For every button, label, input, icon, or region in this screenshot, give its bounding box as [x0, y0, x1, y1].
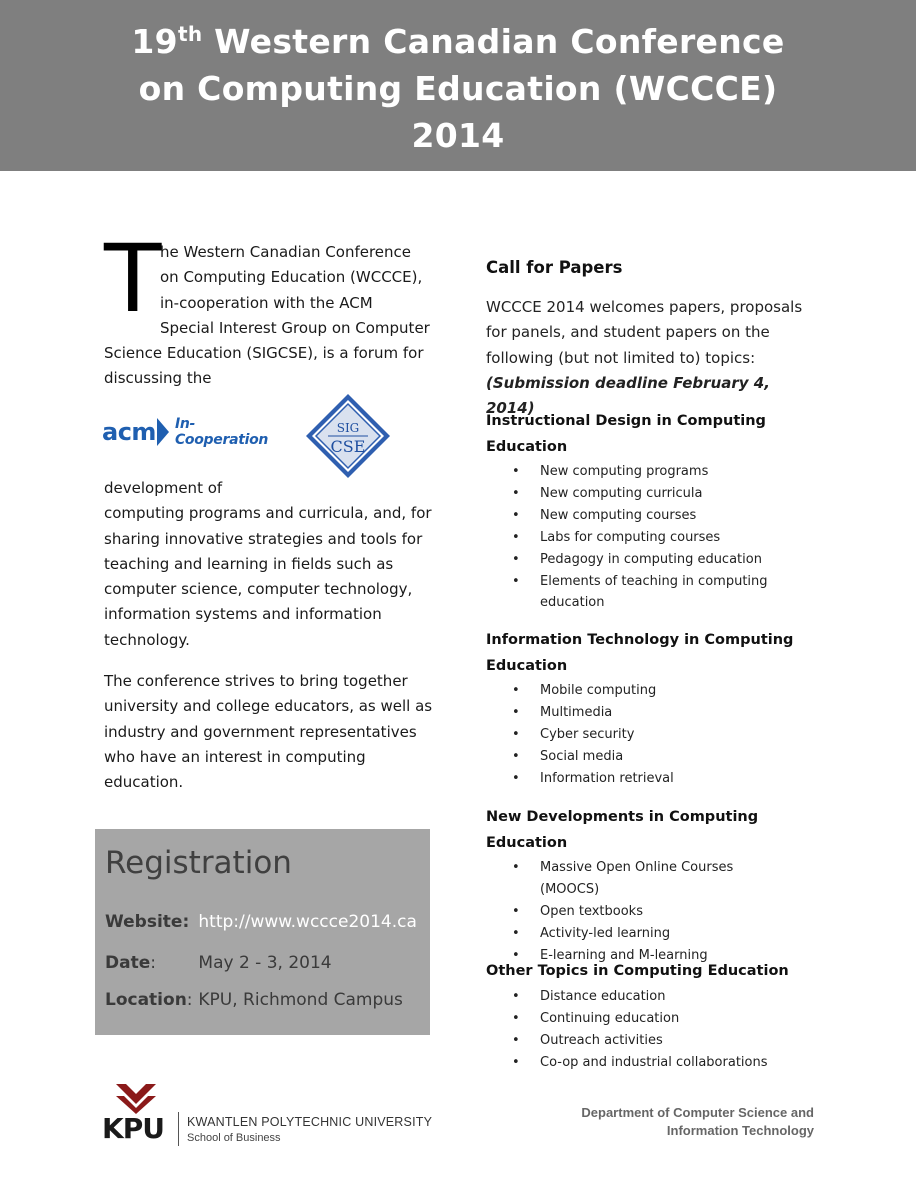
list-item: • New computing programs	[486, 461, 796, 483]
sigcse-cse-text: CSE	[330, 437, 366, 456]
intro-line: Special Interest Group on Computer	[160, 318, 430, 337]
drop-cap: T	[104, 225, 162, 334]
title-line-1: Western Canadian Conference	[214, 22, 785, 61]
section-heading	[486, 409, 796, 460]
intro-line: information systems and information	[104, 605, 382, 624]
date-label-colon: :	[150, 953, 156, 973]
kpu-logo	[102, 1082, 442, 1148]
list-item: • Mobile computing	[486, 680, 796, 702]
website-label: Website:	[105, 912, 190, 932]
list-item: • Cyber security	[486, 724, 796, 746]
intro-line: in-cooperation with the ACM	[160, 293, 373, 312]
kpu-divider	[178, 1112, 179, 1146]
section-heading-line: Instructional Design in Computing	[486, 413, 766, 429]
list-item: • Labs for computing courses	[486, 527, 796, 549]
conference-goal-paragraph	[104, 669, 434, 795]
topic-list	[486, 680, 796, 790]
intro-line: computing programs and curricula, and, for	[104, 504, 432, 523]
list-item: • Activity-led learning	[486, 923, 796, 945]
section-heading-line: Education	[486, 834, 568, 851]
list-item: • Information retrieval	[486, 768, 796, 790]
intro-line: computer science, computer technology,	[104, 580, 413, 599]
section-heading	[486, 959, 796, 985]
registration-title: Registration	[105, 845, 292, 881]
department-line: Department of Computer Science and	[581, 1105, 814, 1120]
kpu-chevron-icon	[114, 1082, 158, 1114]
intro-line: on Computing Education (WCCCE),	[160, 268, 423, 287]
sigcse-logo	[304, 392, 392, 480]
registration-box	[95, 829, 430, 1035]
kpu-school-name: School of Business	[187, 1132, 281, 1144]
date-label-text: Date	[105, 953, 151, 973]
page-title	[0, 18, 916, 159]
date-label	[105, 953, 193, 973]
call-for-papers-text	[486, 295, 806, 421]
list-item: • New computing courses	[486, 505, 796, 527]
list-item: • Social media	[486, 746, 796, 768]
sigcse-sig-text: SIG	[336, 421, 360, 435]
website-link[interactable]: http://www.wccce2014.ca	[198, 912, 417, 932]
acm-chevron-icon	[157, 418, 169, 446]
intro-text	[104, 341, 434, 392]
section-heading	[486, 628, 796, 679]
registration-date-row	[105, 953, 332, 973]
call-for-papers-heading: Call for Papers	[486, 258, 623, 277]
list-item: • Co-op and industrial collaborations	[486, 1052, 796, 1074]
cfp-line: WCCCE 2014 welcomes papers, proposals	[486, 298, 803, 316]
section-heading	[486, 805, 796, 856]
kpu-university-name: KWANTLEN POLYTECHNIC UNIVERSITY	[187, 1115, 433, 1129]
department-line: Information Technology	[666, 1123, 814, 1138]
kpu-letters: KPU	[102, 1112, 164, 1145]
list-item: • Distance education	[486, 986, 796, 1008]
title-ordinal: 19	[131, 22, 178, 61]
list-item: • Open textbooks	[486, 901, 796, 923]
list-item: • Massive Open Online Courses (MOOCS)	[486, 857, 796, 901]
header-banner	[0, 0, 916, 171]
topic-list	[486, 986, 796, 1074]
title-ordinal-suffix: th	[177, 22, 203, 46]
intro-line: teaching and learning in fields such as	[104, 554, 394, 573]
acm-in-cooperation-logo	[102, 404, 284, 460]
title-line-2: on Computing Education (WCCCE)	[138, 69, 778, 108]
intro-indented-text	[160, 240, 440, 341]
section-heading-line: Education	[486, 657, 568, 674]
acm-in-cooperation-text: In-Cooperation	[174, 416, 269, 448]
location-label-colon: :	[186, 990, 193, 1010]
list-item: • Elements of teaching in computing education	[486, 571, 796, 613]
intro-line: Science Education (SIGCSE), is a forum for	[104, 344, 424, 362]
topic-section-instructional-design	[486, 409, 796, 613]
paragraph-line: The conference strives to bring together	[104, 672, 408, 690]
location-label-text: Location	[105, 990, 187, 1010]
cfp-line: for panels, and student papers on the	[486, 323, 770, 342]
paragraph-line: industry and government representatives	[104, 722, 417, 741]
list-item: • New computing curricula	[486, 483, 796, 505]
list-item: • Pedagogy in computing education	[486, 549, 796, 571]
topic-list	[486, 461, 796, 613]
location-label	[105, 990, 193, 1010]
title-line-3: 2014	[411, 116, 505, 155]
topic-section-other-topics	[486, 959, 796, 1074]
paragraph-line: university and college educators, as well as	[104, 697, 433, 716]
topic-section-new-developments	[486, 805, 796, 967]
list-item: • Outreach activities	[486, 1030, 796, 1052]
acm-wordmark: acm	[102, 418, 156, 446]
intro-continued-text	[104, 476, 439, 653]
paragraph-line: education.	[104, 773, 184, 792]
topic-list	[486, 857, 796, 967]
list-item: • Continuing education	[486, 1008, 796, 1030]
department-name	[520, 1104, 814, 1140]
list-item: • E-learning and M-learning	[486, 945, 796, 967]
location-value: KPU, Richmond Campus	[198, 990, 403, 1010]
section-heading-line: New Developments in Computing	[486, 809, 759, 825]
section-heading-line: Information Technology in Computing	[486, 632, 794, 648]
submission-deadline: (Submission deadline February 4, 2014)	[486, 373, 770, 418]
intro-line: technology.	[104, 630, 190, 649]
list-item: • Multimedia	[486, 702, 796, 724]
registration-website-row	[105, 912, 417, 932]
section-heading-line: Other Topics in Computing Education	[486, 963, 789, 979]
date-value: May 2 - 3, 2014	[198, 953, 332, 973]
intro-line: discussing the	[104, 369, 212, 388]
paragraph-line: who have an interest in computing	[104, 747, 366, 766]
registration-location-row	[105, 990, 403, 1010]
topic-section-information-technology	[486, 628, 796, 790]
intro-line: sharing innovative strategies and tools for	[104, 529, 423, 548]
cfp-line: following (but not limited to) topics:	[486, 348, 756, 367]
intro-line: development of	[104, 479, 223, 497]
intro-line: he Western Canadian Conference	[160, 243, 412, 261]
section-heading-line: Education	[486, 438, 568, 455]
